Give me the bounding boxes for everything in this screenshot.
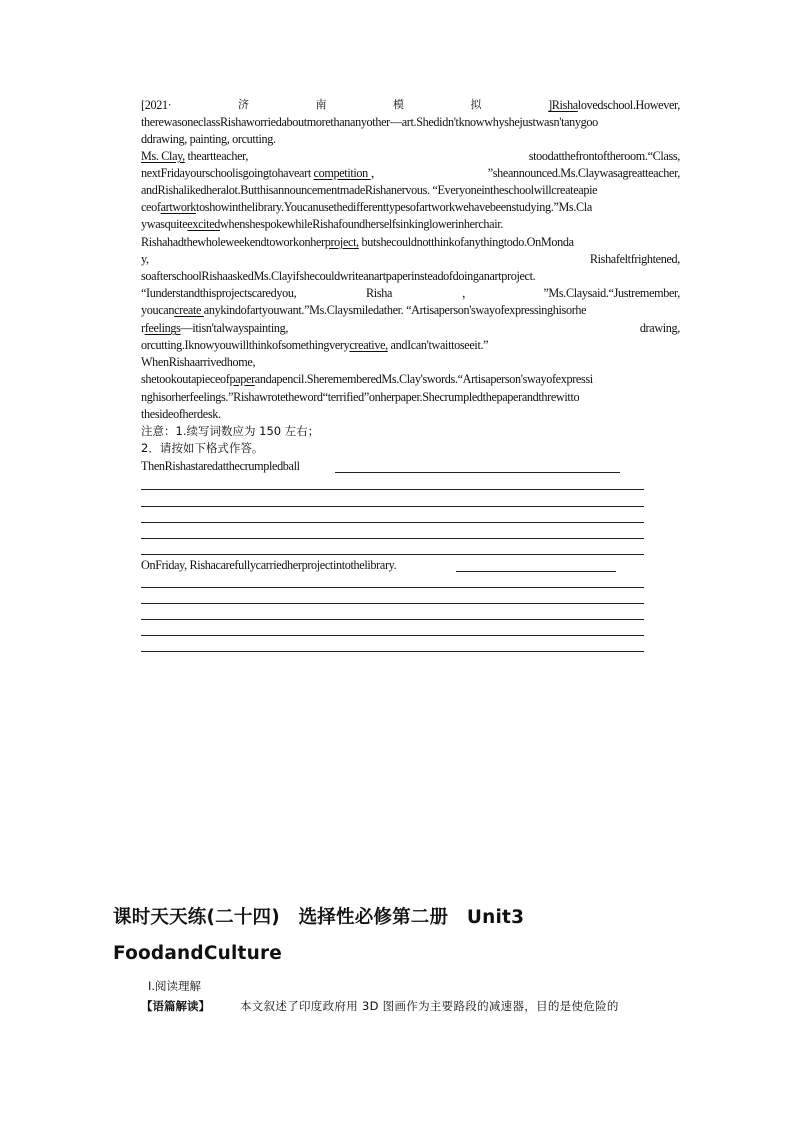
- passage-line: therewasoneclassRishaworriedaboutmorethananyother—art.Shedidn'tknowwhyshejustwasn'tanygoo: [141, 115, 598, 129]
- summary-text: 本文叙述了印度政府用 3D 图画作为主要路段的减速器，目的是使危险的: [240, 999, 619, 1013]
- source-year: [2021·: [141, 98, 172, 112]
- answer-line[interactable]: [141, 489, 644, 490]
- underlined-word: Ms. Clay,: [141, 149, 185, 163]
- passage-line: ywasquiteexcitedwhenshespokewhileRishafoundherselfsinkinglowerinherchair.: [141, 217, 504, 231]
- passage-line: ddrawing, painting, orcutting.: [141, 132, 276, 146]
- answer-line[interactable]: [141, 522, 644, 523]
- passage-line: ceofartworktoshowinthelibrary.Youcanusethedifferenttypesofartworkwehavebeenstudying.”Ms.Cla: [141, 200, 592, 214]
- passage-line: y, Rishafeltfrightened,: [141, 252, 680, 266]
- section-title: 课时天天练(二十四) 选择性必修第二册 Unit3: [113, 907, 525, 928]
- part-label: Ⅰ.阅读理解: [148, 979, 202, 993]
- note-line: 注意：1.续写词数应为 150 左右；: [141, 424, 320, 438]
- underlined-word: feelings: [144, 321, 181, 335]
- answer-line[interactable]: [141, 554, 644, 555]
- passage-line: [2021· 济 南 模 拟 ]Rishalovedschool.However,: [141, 98, 680, 112]
- prompt-line: OnFriday, Rishacarefullycarriedherprojectintothelibrary.: [141, 558, 397, 572]
- source-type: 拟: [470, 98, 482, 111]
- passage-line: youcancreate anykindofartyouwant.”Ms.Claysmiledather. “Artisaperson'swayofexpressinghisorhe: [141, 303, 587, 317]
- underlined-word: create: [174, 303, 204, 317]
- section-subtitle: FoodandCulture: [113, 943, 283, 964]
- underlined-word: artwork: [160, 200, 197, 214]
- passage-line: soafterschoolRishaaskedMs.Clayifshecouldwriteanartpaperinsteadofdoinganartproject.: [141, 269, 536, 283]
- underlined-word: creative,: [349, 338, 388, 352]
- prompt-line: ThenRishastaredatthecrumpledball: [141, 459, 300, 473]
- underlined-word: project,: [324, 235, 359, 249]
- answer-line[interactable]: [141, 651, 644, 652]
- answer-line[interactable]: [456, 571, 616, 572]
- answer-line[interactable]: [141, 619, 644, 620]
- passage-line: andRishalikedheralot.ButthisannouncementmadeRishanervous. “Everyoneintheschoolwillcreateapie: [141, 183, 598, 197]
- underlined-word: competition: [313, 166, 371, 180]
- answer-line[interactable]: [141, 587, 644, 588]
- passage-line: Rishahadthewholeweekendtoworkonherproject, butshecouldnotthinkofanythingtodo.OnMonda: [141, 235, 574, 249]
- passage-line: thesideofherdesk.: [141, 407, 221, 421]
- passage-line: shetookoutapieceofpaperandapencil.SherememberedMs.Clay'swords.“Artisaperson'swayofexpressi: [141, 372, 593, 386]
- source-type: 模: [393, 98, 404, 111]
- underlined-word: excited: [187, 217, 221, 231]
- answer-line[interactable]: [141, 506, 644, 507]
- passage-line: orcutting.Iknowyouwillthinkofsomethingverycreative, andIcan'twaittoseeit.”: [141, 338, 489, 352]
- underlined-word: ]Risha: [548, 98, 578, 112]
- passage-line: WhenRishaarrivedhome,: [141, 355, 256, 369]
- passage-line: “Iunderstandthisprojectscaredyou, Risha ， ”Ms.Claysaid.“Justremember,: [141, 286, 680, 300]
- answer-line[interactable]: [141, 603, 644, 604]
- note-line: 2．请按如下格式作答。: [141, 441, 264, 455]
- answer-line[interactable]: [141, 538, 644, 539]
- passage-line: nextFridayourschoolisgoingtohaveart competition ， ”sheannounced.Ms.Claywasagreatteacher,: [141, 166, 680, 180]
- passage-line: nghisorherfeelings.”Rishawrotetheword“terrified”onherpaper.Shecrumpledthepaperandthrewitto: [141, 390, 580, 404]
- passage-line: Ms. Clay, theartteacher, stoodatthefrontoftheroom.“Class,: [141, 149, 680, 163]
- source-city: 南: [315, 98, 327, 111]
- answer-line[interactable]: [335, 472, 620, 473]
- passage-line: rfeelings—itisn'talwayspainting, drawing,: [141, 321, 680, 335]
- summary-tag: 【语篇解读】: [141, 999, 210, 1013]
- underlined-word: paper: [229, 372, 255, 386]
- answer-line[interactable]: [141, 635, 644, 636]
- source-city: 济: [237, 98, 249, 111]
